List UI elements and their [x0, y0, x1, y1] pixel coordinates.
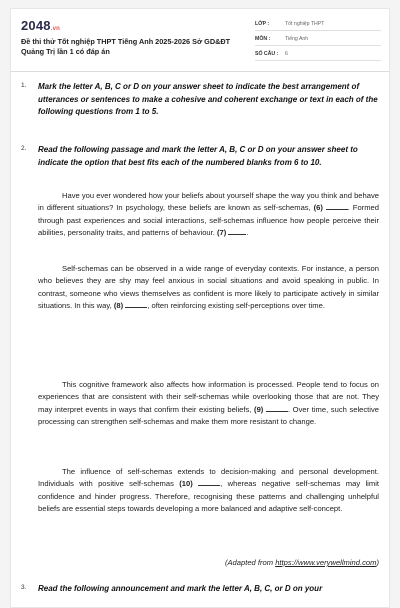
question-number: 3. — [21, 584, 27, 591]
document-page — [10, 8, 390, 608]
blank-line — [326, 203, 348, 210]
meta-value: 6 — [285, 51, 288, 57]
site-logo[interactable] — [21, 18, 60, 33]
source-suffix: ) — [376, 558, 379, 567]
question-number: 1. — [21, 82, 27, 89]
meta-key: LỚP : — [255, 21, 270, 27]
blank-number: (6) — [313, 203, 323, 213]
question-instruction: Mark the letter A, B, C or D on your answer sheet to indicate the best arrangement of utterances or sentences to make a cohesive and coherent exchange or text in each of the following questions from 1 to 5. — [38, 82, 378, 116]
logo-main: 2048 — [21, 18, 51, 33]
meta-value: Tốt nghiệp THPT — [285, 21, 325, 27]
meta-key: MÔN : — [255, 36, 271, 42]
meta-subject-row — [255, 33, 381, 46]
blank-number: (9) — [254, 404, 264, 414]
paragraph-text: This cognitive framework also affects how information is processed. People tend to focus on experiences that are consistent with their self-schemas while overlooking those that are not. They may interpret events in ways that confirm their existing beliefs, — [38, 380, 379, 414]
paragraph-text: . Formed through past experiences and social interactions, self-schemas influence how people perceive their abilities, personality traits, and patterns of behaviour. — [38, 203, 379, 238]
question-instruction: Read the following passage and mark the letter A, B, C or D on your answer sheet to indicate the option that best fits each of the numbered blanks from 6 to 10. — [38, 145, 358, 167]
blank-number: (7) — [217, 228, 227, 238]
blank-number: (10) — [179, 479, 193, 489]
paragraph-text: Self-schemas can be observed in a wide range of everyday contexts. For instance, a person who believes they are shy may feel anxious in social situations and avoid speaking in public. In contrast, someone who views themselves as confident is more likely to participate actively in similar situations. In this way, — [38, 264, 379, 311]
document-header — [11, 9, 390, 72]
meta-value: Tiếng Anh — [285, 36, 309, 42]
passage-paragraph-3 — [38, 379, 379, 429]
source-prefix: (Adapted from — [224, 558, 276, 567]
blank-number: (8) — [113, 301, 124, 311]
blank-line — [266, 405, 288, 412]
meta-count-row — [255, 48, 381, 61]
meta-class-row — [255, 18, 381, 31]
paragraph-text: Have you ever wondered how your beliefs about yourself shape the way you think and behave in different situations? In psychology, these beliefs are known as self-schemas, — [38, 191, 379, 213]
source-link[interactable]: https://www.verywellmind.com — [275, 558, 377, 567]
passage-paragraph-1: Have you ever wondered how your beliefs about yourself shape the way you think and behave in different situations? In psychology, these beliefs are known as self-schemas, (6) . Formed through past experiences and social interactions, self-schemas influence how people perceive their abilities, personality traits, and patterns of behaviour. (7) . — [38, 191, 379, 238]
document-title: Đề thi thử Tốt nghiệp THPT Tiếng Anh 2025-2026 Sở GD&ĐT Quảng Trị lần 1 có đáp án — [21, 37, 231, 56]
blank-line — [198, 479, 220, 486]
blank-line — [125, 301, 147, 308]
paragraph-text: . Over time, such selective processing can strengthen self-schemas and make them more resistant to change. — [38, 404, 379, 427]
paragraph-text: The influence of self-schemas extends to decision-making and personal development. Individuals with positive self-schemas — [38, 467, 379, 489]
question-instruction: Read the following announcement and mark the letter A, B, C, or D on your — [38, 584, 323, 593]
meta-key: SỐ CÂU : — [255, 51, 279, 57]
passage-paragraph-4 — [38, 466, 379, 516]
paragraph-text: , whereas negative self-schemas may limit confidence and hinder progress. Therefore, recognising these patterns and challenging unhelpful beliefs are essential steps towards developing a more balanced and adaptive self-concept. — [38, 479, 379, 514]
paragraph-text: , often reinforcing existing self-perceptions over time. — [147, 301, 325, 311]
blank-line — [228, 228, 246, 235]
logo-suffix: .vn — [50, 26, 61, 32]
question-number: 2. — [21, 145, 27, 152]
passage-source — [38, 557, 379, 569]
passage-paragraph-2 — [38, 263, 379, 313]
